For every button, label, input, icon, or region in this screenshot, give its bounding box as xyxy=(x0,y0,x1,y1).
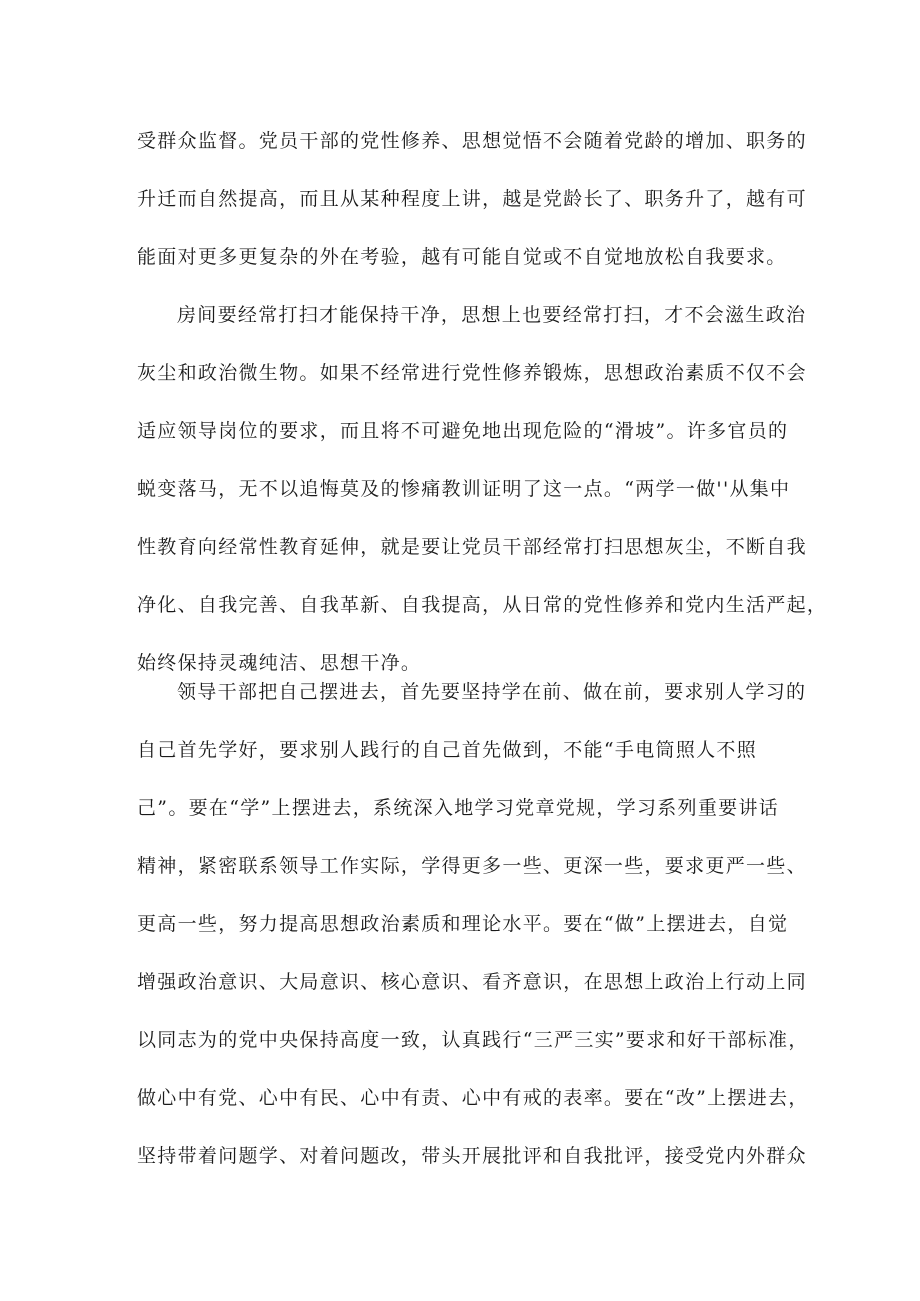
text-line: 坚持带着问题学、对着问题改，带头开展批评和自我批评，接受党内外群众 xyxy=(137,1145,807,1167)
text-line: 性教育向经常性教育延伸，就是要让党员干部经常打扫思想灰尘，不断自我 xyxy=(137,536,807,558)
paragraph-1 xyxy=(137,112,807,286)
text-line: 净化、自我完善、自我革新、自我提高，从日常的党性修养和党内生活严起， xyxy=(137,594,828,616)
text-line: 做心中有党、心中有民、心中有责、心中有戒的表率。要在“改”上摆进去， xyxy=(137,1087,809,1109)
text-line: 蜕变落马，无不以追悔莫及的惨痛教训证明了这一点。“两学一做''从集中 xyxy=(137,478,791,500)
paragraph-3 xyxy=(137,663,809,1185)
text-line: 增强政治意识、大局意识、核心意识、看齐意识，在思想上政治上行动上同 xyxy=(137,971,807,993)
text-line: 能面对更多更复杂的外在考验，越有可能自觉或不自觉地放松自我要求。 xyxy=(137,246,787,268)
text-line: 房间要经常打扫才能保持干净，思想上也要经常打扫，才不会滋生政治 xyxy=(177,304,807,326)
text-line: 灰尘和政治微生物。如果不经常进行党性修养锻炼，思想政治素质不仅不会 xyxy=(137,362,807,384)
text-line: 升迁而自然提高，而且从某种程度上讲，越是党龄长了、职务升了，越有可 xyxy=(137,188,807,210)
text-line: 己”。要在“学”上摆进去，系统深入地学习党章党规，学习系列重要讲话 xyxy=(137,797,780,819)
text-line: 精神，紧密联系领导工作实际，学得更多一些、更深一些，要求更严一些、 xyxy=(137,855,807,877)
text-line: 受群众监督。党员干部的党性修养、思想觉悟不会随着党龄的增加、职务的 xyxy=(137,130,807,152)
text-line: 更高一些，努力提高思想政治素质和理论水平。要在“做”上摆进去，自觉 xyxy=(137,913,789,935)
text-line: 适应领导岗位的要求，而且将不可避免地出现危险的“滑坡”。许多官员的 xyxy=(137,420,789,442)
text-line: 以同志为的党中央保持高度一致，认真践行“三严三实”要求和好干部标准， xyxy=(137,1029,809,1051)
text-line: 始终保持灵魂纯洁、思想干净。 xyxy=(137,652,422,674)
text-line: 领导干部把自己摆进去，首先要坚持学在前、做在前，要求别人学习的 xyxy=(177,681,807,703)
text-line: 自己首先学好，要求别人践行的自己首先做到，不能“手电筒照人不照 xyxy=(137,739,758,761)
